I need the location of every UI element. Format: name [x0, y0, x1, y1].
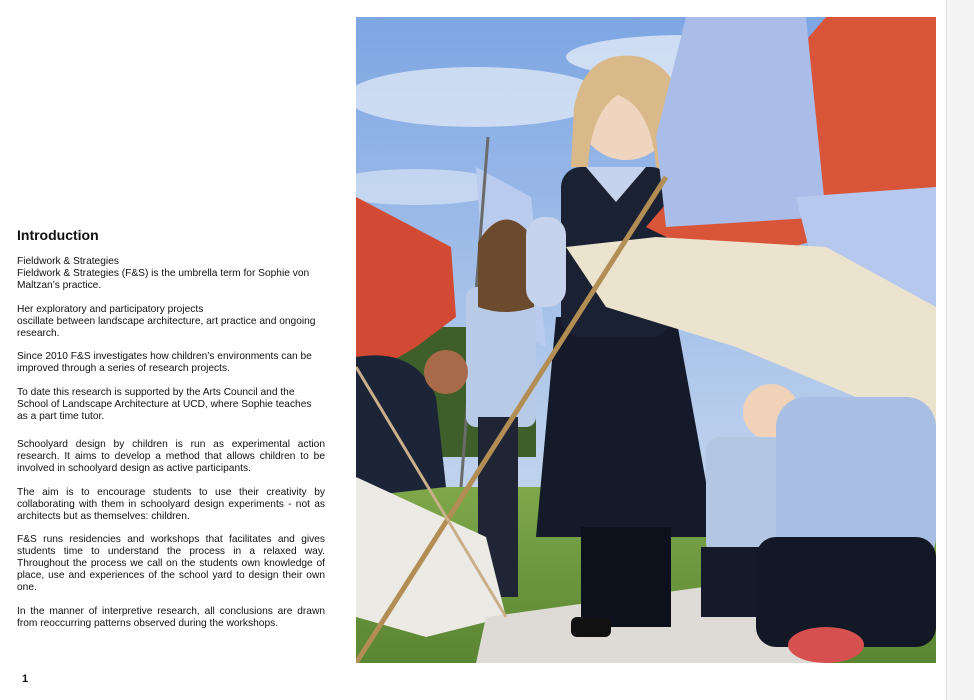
- child-front-arm: [526, 217, 566, 307]
- paragraph-schoolyard-design: [17, 439, 325, 475]
- photo-illustration: [356, 17, 936, 663]
- shoe-red: [788, 627, 864, 663]
- paragraph-line: Schoolyard design by children is run as experimental action research. It aims to develop a method that allows children to be involved in schoolyard design as active participants.: [17, 438, 325, 474]
- paragraph-line: In the manner of interpretive research, all conclusions are drawn from reoccurring patterns observed during the workshops.: [17, 605, 325, 629]
- intro-text-column: [17, 227, 325, 630]
- paragraph-line: The aim is to encourage students to use their creativity by collaborating with them in schoolyard design experiments - not as architects but as themselves: children.: [17, 486, 325, 522]
- paragraph-line: Fieldwork & Strategies: [17, 256, 119, 267]
- paragraph-since-2010: [17, 351, 325, 375]
- paragraph-support: [17, 387, 325, 423]
- paragraph-line: oscillate between landscape architecture, art practice and ongoing research.: [17, 315, 316, 339]
- child-front-shoe: [571, 617, 611, 637]
- paragraph-practice: [17, 256, 325, 292]
- child-front-legs: [581, 527, 671, 627]
- paragraph-line: F&S runs residencies and workshops that facilitates and gives students time to understand the process in a relaxed way. Throughout the process we call on the students own knowledge of place, use and experiences of the school yard to design their own one.: [17, 534, 325, 594]
- paragraph-line: Fieldwork & Strategies (F&S) is the umbrella term for Sophie von Maltzan’s practice.: [17, 267, 310, 291]
- child-left-head: [424, 350, 468, 394]
- paragraph-line: Her exploratory and participatory projects: [17, 303, 204, 315]
- blue-fabric-right: [656, 17, 826, 227]
- paragraph-line: To date this research is supported by the Arts Council and the School of Landscape Architecture at UCD, where Sophie teaches as a part time tutor.: [17, 387, 312, 423]
- page-number: 1: [22, 673, 29, 685]
- paragraph-projects: [17, 304, 325, 340]
- paragraph-interpretive-research: [17, 606, 325, 630]
- section-heading: Introduction: [17, 227, 99, 243]
- paragraph-line: Since 2010 F&S investigates how children’s environments can be improved through a series of research projects.: [17, 351, 312, 375]
- paragraph-aim: [17, 487, 325, 523]
- page-edge-strip: [946, 0, 974, 700]
- children-fabric-photo: [356, 17, 936, 663]
- paragraph-residencies: [17, 534, 325, 594]
- cloud: [356, 67, 606, 127]
